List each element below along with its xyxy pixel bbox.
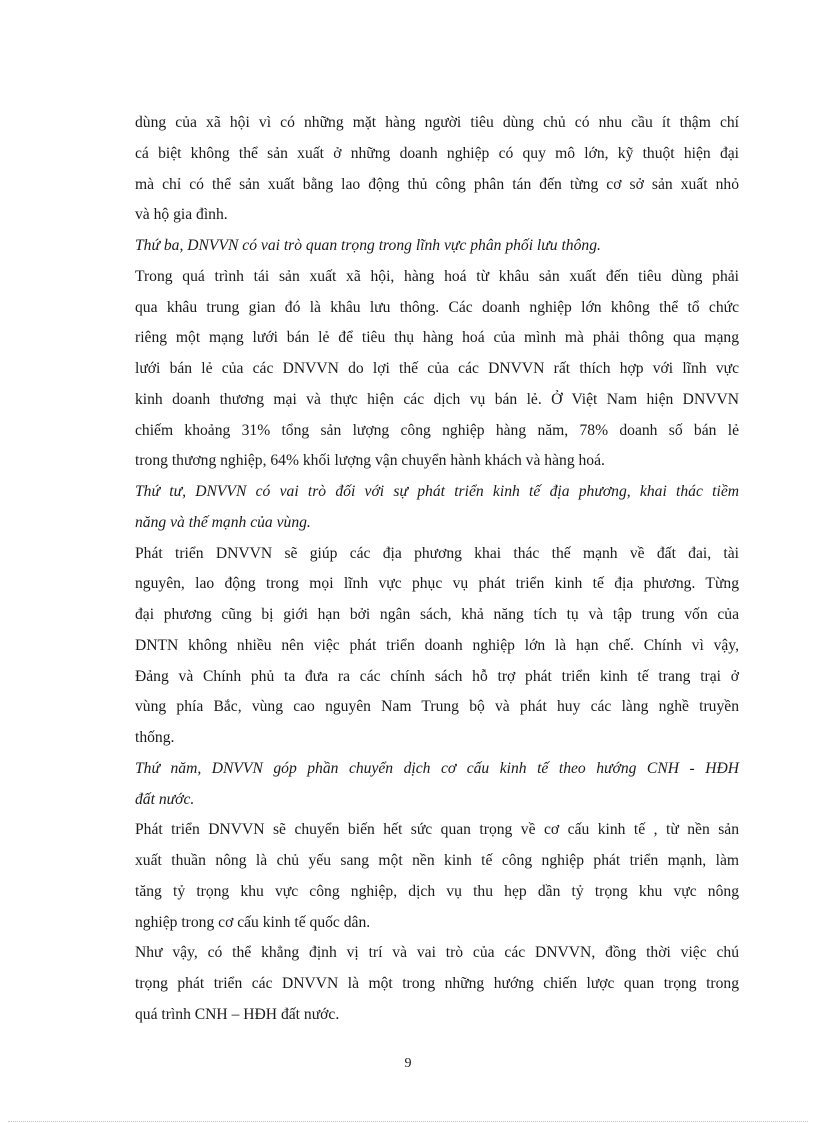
text-line: cá biệt không thể sản xuất ở những doanh nghiệp có quy mô lớn, kỹ thuột hiện đại xyxy=(135,144,739,162)
paragraph-dia-phuong xyxy=(135,539,739,754)
text-line: lưới bán lẻ của các DNVVN do lợi thế của các DNVVN rất thích hợp với lĩnh vực xyxy=(135,360,739,377)
page-number: 9 xyxy=(404,1056,412,1071)
heading-line: Thứ năm, DNVVN góp phần chuyển dịch cơ cấu kinh tế theo hướng CNH - HĐH xyxy=(135,759,739,777)
text-line: tăng tỷ trọng khu vực công nghiệp, dịch vụ thu hẹp dần tỷ trọng khu vực nông xyxy=(135,882,739,900)
text-line: qua khâu trung gian đó là khâu lưu thông. Các doanh nghiệp lớn không thể tổ chức xyxy=(135,298,739,316)
text-line: nghiệp trong cơ cấu kinh tế quốc dân. xyxy=(135,913,371,931)
page-bottom-divider xyxy=(8,1121,808,1122)
text-line: kinh doanh thương mại và thực hiện các dịch vụ bán lẻ. Ở Việt Nam hiện DNVVN xyxy=(135,390,739,408)
text-line: quá trình CNH – HĐH đất nước. xyxy=(135,1005,340,1023)
text-line: Phát triển DNVVN sẽ chuyển biến hết sức quan trọng về cơ cấu kinh tế , từ nền sản xyxy=(135,821,739,839)
section-heading-thu-ba xyxy=(135,231,739,262)
text-line: nguyên, lao động trong mọi lĩnh vực phục vụ phát triển kinh tế địa phương. Từng xyxy=(135,575,739,593)
heading-line: Thứ ba, DNVVN có vai trò quan trọng trong lĩnh vực phân phối lưu thông. xyxy=(135,237,601,254)
text-line: vùng phía Bắc, vùng cao nguyên Nam Trung bộ và phát huy các làng nghề truyền xyxy=(135,698,739,716)
heading-line: năng và thế mạnh của vùng. xyxy=(135,513,311,531)
text-line: riêng một mạng lưới bán lẻ để tiêu thụ hàng hoá của mình mà phải thông qua mạng xyxy=(135,329,739,347)
text-line: đại phương cũng bị giới hạn bởi ngân sách, khả năng tích tụ và tập trung vốn của xyxy=(135,606,739,623)
text-line: Phát triển DNVVN sẽ giúp các địa phương khai thác thế mạnh về đất đai, tài xyxy=(135,544,739,562)
text-line: DNTN không nhiều nên việc phát triển doanh nghiệp lớn là hạn chế. Chính vì vậy, xyxy=(135,636,739,654)
heading-line: Thứ tư, DNVVN có vai trò đối với sự phát triển kinh tế địa phương, khai thác tiềm xyxy=(135,483,739,500)
text-line: trọng phát triển các DNVVN là một trong những hướng chiến lược quan trọng trong xyxy=(135,975,739,992)
paragraph-intro-continuation xyxy=(135,108,739,231)
document-body xyxy=(135,108,739,1031)
paragraph-conclusion xyxy=(135,938,739,1030)
text-line: chiếm khoảng 31% tổng sản lượng công nghiệp hàng năm, 78% doanh số bán lẻ xyxy=(135,421,739,439)
text-line: và hộ gia đình. xyxy=(135,206,228,224)
paragraph-co-cau-kinh-te xyxy=(135,815,739,938)
text-line: Trong quá trình tái sản xuất xã hội, hàng hoá từ khâu sản xuất đến tiêu dùng phải xyxy=(135,267,739,285)
section-heading-thu-nam xyxy=(135,754,739,816)
text-line: Như vậy, có thể khẳng định vị trí và vai trò của các DNVVN, đồng thời việc chú xyxy=(135,944,739,962)
text-line: thống. xyxy=(135,729,175,746)
section-heading-thu-tu xyxy=(135,477,739,539)
heading-line: đất nước. xyxy=(135,790,195,808)
text-line: dùng của xã hội vì có những mặt hàng người tiêu dùng chủ có nhu cầu ít thậm chí xyxy=(135,114,739,131)
paragraph-luu-thong xyxy=(135,262,739,477)
text-line: Đảng và Chính phủ ta đưa ra các chính sách hỗ trợ phát triển kinh tế trang trại ở xyxy=(135,667,739,685)
text-line: mà chỉ có thể sản xuất bằng lao động thủ công phân tán đến từng cơ sở sản xuất nhỏ xyxy=(135,175,739,193)
text-line: trong thương nghiệp, 64% khối lượng vận chuyển hành khách và hàng hoá. xyxy=(135,452,605,470)
text-line: xuất thuần nông là chủ yếu sang một nền kinh tế công nghiệp phát triển mạnh, làm xyxy=(135,852,739,869)
